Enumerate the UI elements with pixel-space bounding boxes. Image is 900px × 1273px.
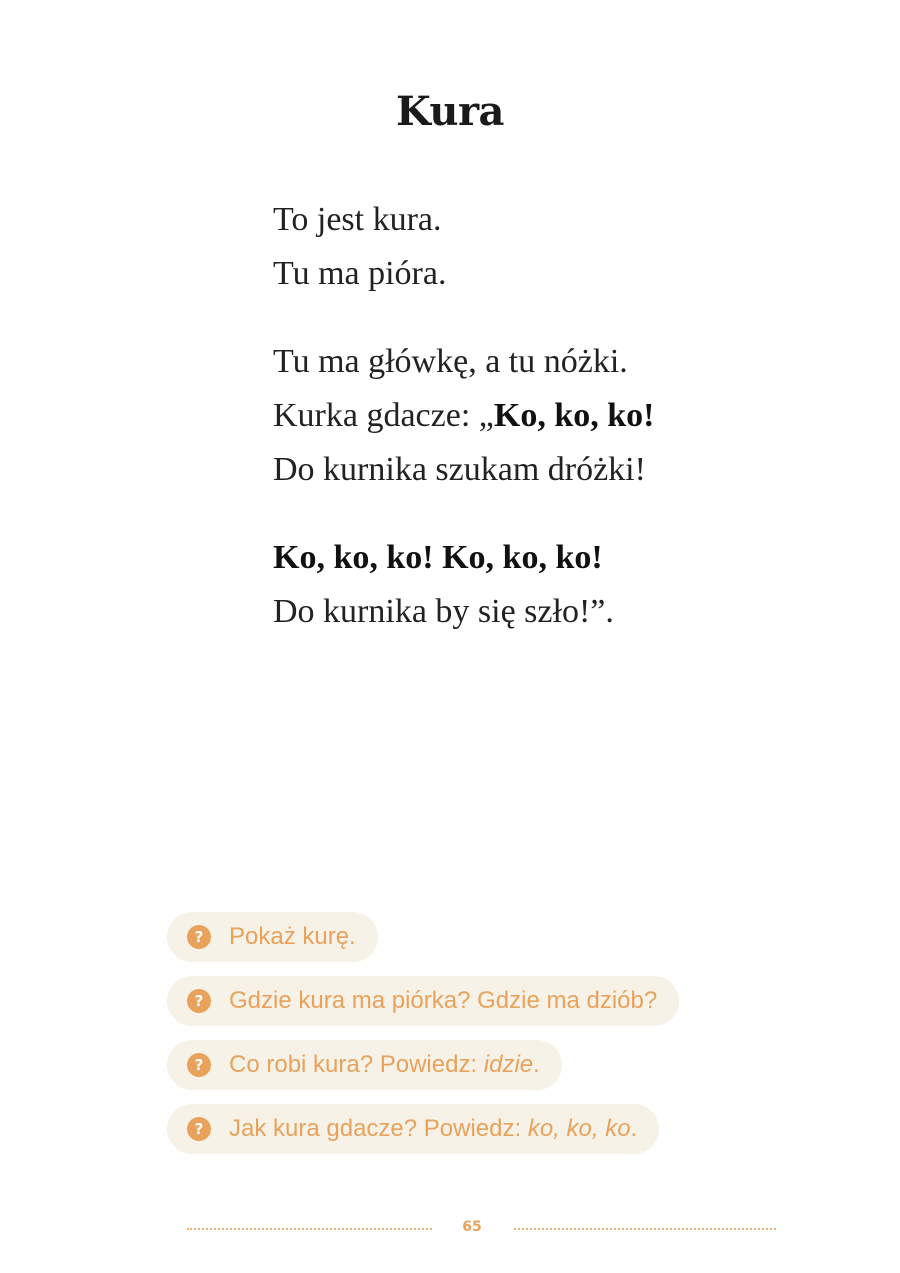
poem-line-plain: Kurka gdacze: „ [273,397,494,434]
poem-line: Do kurnika by się szło!”. [273,593,614,630]
question-text-italic: idzie [483,1051,534,1078]
question-item [167,976,679,1026]
question-circle-icon: ? [187,989,211,1013]
question-text [229,1115,637,1143]
page-title: Kura [396,88,504,135]
question-text: Gdzie kura ma piórka? Gdzie ma dziób? [229,987,658,1014]
question-item [167,1040,562,1090]
poem-line-bold: Ko, ko, ko! [493,397,655,434]
poem [273,193,833,673]
footer-divider-left [187,1228,432,1230]
poem-line: To jest kura. [273,201,442,238]
question-item [167,912,378,962]
question-text: Pokaż kurę. [229,923,356,950]
question-text-plain: Co robi kura? Powiedz: [229,1051,484,1078]
question-text [229,1051,540,1079]
question-circle-icon: ? [187,1053,211,1077]
poem-line [273,389,833,443]
stanza-3 [273,531,833,639]
question-text-end: . [533,1051,540,1078]
question-text-plain: Jak kura gdacze? Powiedz: [229,1115,528,1142]
poem-line: Tu ma pióra. [273,255,447,292]
page-number: 65 [462,1219,482,1235]
question-text-italic: ko, ko, ko [527,1115,631,1142]
question-circle-icon: ? [187,1117,211,1141]
poem-line: Do kurnika szukam dróżki! [273,451,646,488]
question-text-end: . [630,1115,638,1142]
question-item [167,1104,659,1154]
poem-line [273,531,833,585]
question-circle-icon: ? [187,925,211,949]
stanza-2 [273,335,833,497]
poem-line: Tu ma główkę, a tu nóżki. [273,343,628,380]
page-footer [0,1219,900,1239]
stanza-1 [273,193,833,301]
question-list [167,912,679,1168]
poem-line-bold: Ko, ko, ko! Ko, ko, ko! [273,539,603,576]
footer-divider-right [514,1228,776,1230]
